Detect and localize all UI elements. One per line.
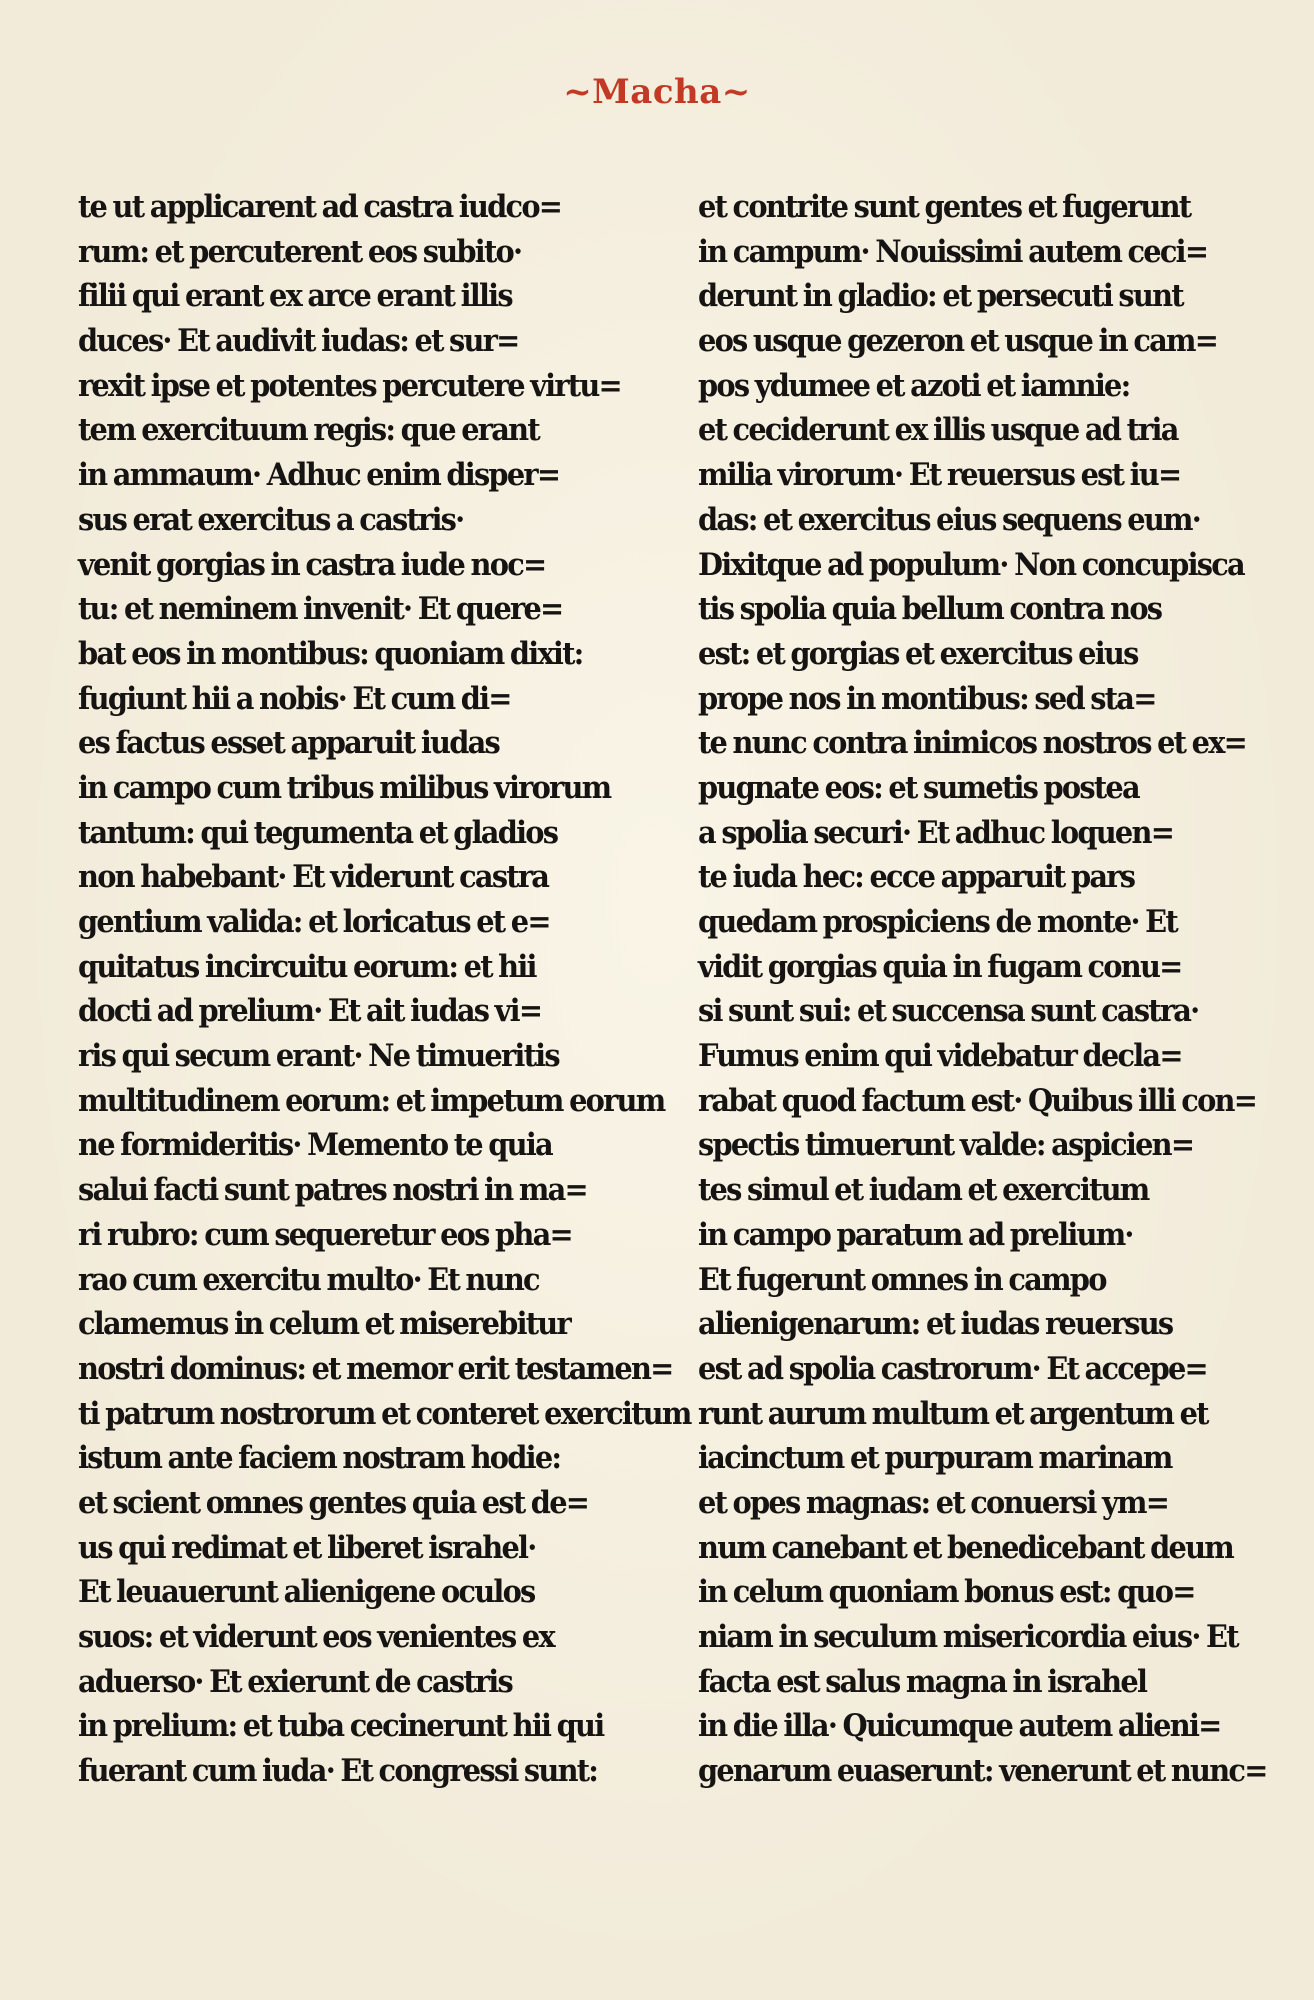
text-line: te ut applicarent ad castra iudco= [78,189,562,225]
text-line: fugiunt hii a nobis· Et cum di= [78,680,511,717]
text-line: sus erat exercitus a castris· [78,501,464,538]
text-line: pos ydumee et azoti et iamnie: [698,367,1130,404]
text-column-left [78,185,691,1794]
text-line: pugnate eos: et sumetis postea [698,769,1139,806]
text-line: te nunc contra inimicos nostros et ex= [698,725,1247,762]
text-line: aduerso· Et exierunt de castris [78,1663,512,1700]
text-line: clamemus in celum et miserebitur [78,1306,570,1343]
text-line: facta est salus magna in israhel [698,1663,1147,1700]
text-line: nostri dominus: et memor erit testamen= [78,1350,673,1387]
text-line: alienigenarum: et iudas reuersus [698,1306,1173,1343]
text-line: in campo paratum ad prelium· [698,1216,1133,1253]
text-line: docti ad prelium· Et ait iudas vi= [78,993,542,1030]
text-line: ri rubro: cum sequeretur eos pha= [78,1216,572,1253]
text-line: Fumus enim qui videbatur decla= [698,1038,1182,1075]
text-line: bat eos in montibus: quoniam dixit: [78,635,583,672]
text-line: tu: et neminem invenit· Et quere= [78,591,563,628]
text-line: venit gorgias in castra iude noc= [78,546,546,583]
text-line: vidit gorgias quia in fugam conu= [698,948,1182,985]
text-line: tis spolia quia bellum contra nos [698,591,1162,628]
text-line: rabat quod factum est· Quibus illi con= [698,1082,1257,1119]
text-line: rum: et percuterent eos subito· [78,233,522,270]
text-line: si sunt sui: et succensa sunt castra· [698,993,1199,1030]
text-line: runt aurum multum et argentum et [698,1395,1208,1432]
text-line: derunt in gladio: et persecuti sunt [698,278,1183,315]
text-column-right [698,185,1267,1794]
text-line: et contrite sunt gentes et fugerunt [698,189,1191,225]
text-line: niam in seculum misericordia eius· Et [698,1619,1238,1655]
text-line: rexit ipse et potentes percutere virtu= [78,367,621,404]
text-line: et opes magnas: et conuersi ym= [698,1484,1169,1521]
text-line: fuerant cum iuda· Et congressi sunt: [78,1753,598,1790]
text-line: in celum quoniam bonus est: quo= [698,1574,1195,1611]
text-line: ne formideritis· Memento te quia [78,1127,552,1164]
text-line: tantum: qui tegumenta et gladios [78,814,558,851]
text-line: Dixitque ad populum· Non concupisca [698,546,1244,583]
text-line: multitudinem eorum: et impetum eorum [78,1082,665,1119]
text-line: te iuda hec: ecce apparuit pars [698,859,1135,896]
text-line: us qui redimat et liberet israhel· [78,1529,536,1566]
text-line: eos usque gezeron et usque in cam= [698,323,1218,360]
text-line: prope nos in montibus: sed sta= [698,680,1156,717]
text-line: et ceciderunt ex illis usque ad tria [698,412,1178,449]
text-line: rao cum exercitu multo· Et nunc [78,1261,539,1298]
text-line: et scient omnes gentes quia est de= [78,1484,589,1521]
text-line: das: et exercitus eius sequens eum· [698,501,1201,538]
text-line: genarum euaserunt: venerunt et nunc= [698,1753,1267,1790]
text-line: iacinctum et purpuram marinam [698,1440,1172,1477]
text-line: filii qui erant ex arce erant illis [78,278,512,315]
text-line: in die illa· Quicumque autem alieni= [698,1708,1221,1745]
text-line: Et fugerunt omnes in campo [698,1261,1106,1298]
text-line: ti patrum nostrorum et conteret exercitum [78,1395,691,1432]
text-line: quedam prospiciens de monte· Et [698,904,1177,940]
text-line: non habebant· Et viderunt castra [78,859,549,896]
running-head: ~Macha~ [563,72,751,112]
text-line: es factus esset apparuit iudas [78,725,499,762]
text-line: salui facti sunt patres nostri in ma= [78,1172,587,1209]
text-line: tem exercituum regis: que erant [78,412,539,449]
text-line: Et leuauerunt alienigene oculos [78,1574,535,1611]
text-line: a spolia securi· Et adhuc loquen= [698,814,1174,851]
text-line: num canebant et benedicebant deum [698,1529,1234,1566]
text-line: in campo cum tribus milibus virorum [78,769,611,806]
text-line: spectis timuerunt valde: aspicien= [698,1127,1194,1164]
text-line: suos: et viderunt eos venientes ex [78,1619,554,1655]
text-line: quitatus incircuitu eorum: et hii [78,948,536,985]
text-line: ris qui secum erant· Ne timueritis [78,1038,559,1075]
text-line: duces· Et audivit iudas: et sur= [78,323,519,360]
text-line: tes simul et iudam et exercitum [698,1172,1149,1209]
text-line: in ammaum· Adhuc enim disper= [78,457,560,494]
text-line: istum ante faciem nostram hodie: [78,1440,561,1477]
text-line: milia virorum· Et reuersus est iu= [698,457,1181,494]
text-line: gentium valida: et loricatus et e= [78,904,550,940]
text-line: est ad spolia castrorum· Et accepe= [698,1350,1207,1387]
text-line: in prelium: et tuba cecinerunt hii qui [78,1708,604,1745]
text-line: est: et gorgias et exercitus eius [698,635,1138,672]
text-line: in campum· Nouissimi autem ceci= [698,233,1208,270]
